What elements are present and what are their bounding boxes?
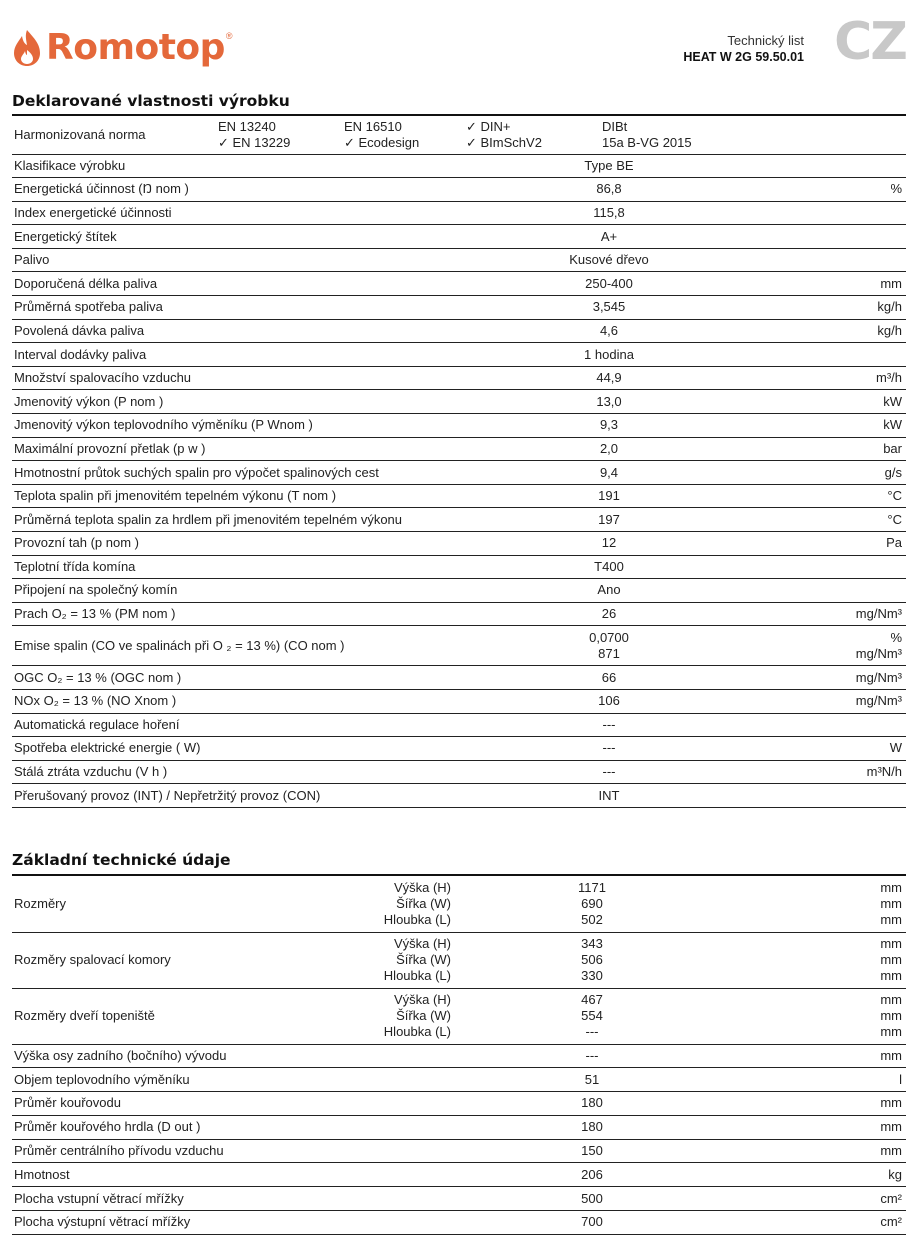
table-row — [12, 508, 906, 532]
property-label: Objem teplovodního výměníku — [12, 1068, 457, 1092]
table-row-group — [12, 932, 906, 988]
dimension-value: 343 — [581, 936, 603, 951]
property-label: Maximální provozní přetlak (p w ) — [12, 437, 462, 461]
country-code: CZ — [834, 12, 906, 72]
registered-mark: ® — [225, 31, 233, 41]
brand-name: Romotop — [46, 27, 225, 68]
property-unit — [756, 225, 906, 249]
property-value: 66 — [462, 666, 756, 690]
document-type-block — [683, 32, 804, 66]
property-label: Prach O₂ = 13 % (PM nom ) — [12, 602, 462, 626]
value-percent: 0,0700 — [589, 629, 629, 645]
section-title-declared: Deklarované vlastnosti výrobku — [12, 92, 290, 110]
property-label: Připojení na společný komín — [12, 579, 462, 603]
property-value: 9,4 — [462, 461, 756, 485]
dimension-label: Šířka (W) — [396, 895, 451, 911]
dimension-label: Šířka (W) — [396, 1008, 451, 1023]
group-label: Rozměry spalovací komory — [12, 932, 312, 988]
norm-list — [216, 116, 906, 154]
property-value: 13,0 — [462, 390, 756, 414]
table-row — [12, 201, 906, 225]
property-unit: °C — [756, 508, 906, 532]
property-value: 500 — [457, 1187, 727, 1211]
property-unit — [756, 784, 906, 808]
norm-item: EN 16510 — [344, 118, 402, 134]
property-unit: mm — [727, 1139, 906, 1163]
dimension-unit: mm — [880, 936, 902, 951]
norm-item: EN 13240 — [218, 118, 276, 134]
property-label: Energetický štítek — [12, 225, 462, 249]
table-row — [12, 248, 906, 272]
table-row — [12, 343, 906, 367]
table-row — [12, 689, 906, 713]
dimension-value: 330 — [581, 968, 603, 983]
dimension-label: Výška (H) — [393, 936, 451, 951]
property-unit: mm — [727, 1044, 906, 1068]
dimension-value: 467 — [581, 992, 603, 1007]
property-label: Palivo — [12, 248, 462, 272]
property-unit — [756, 154, 906, 178]
property-value — [462, 626, 756, 666]
group-label: Rozměry — [12, 876, 312, 932]
property-unit: l — [727, 1068, 906, 1092]
property-value: INT — [462, 784, 756, 808]
table-row — [12, 414, 906, 438]
property-value: 115,8 — [462, 201, 756, 225]
section-title-technical: Základní technické údaje — [12, 851, 231, 869]
property-unit — [756, 248, 906, 272]
table-row — [12, 1187, 906, 1211]
property-label: Klasifikace výrobku — [12, 154, 462, 178]
table-row — [12, 1211, 906, 1235]
property-value: T400 — [462, 555, 756, 579]
property-unit: g/s — [756, 461, 906, 485]
group-units — [727, 876, 906, 932]
group-values — [457, 932, 727, 988]
property-label: Průměr kouřovodu — [12, 1092, 457, 1116]
dimension-label: Výška (H) — [393, 879, 451, 895]
document-type: Technický list — [727, 33, 804, 48]
group-units — [727, 988, 906, 1044]
property-label: Průměrná teplota spalin za hrdlem při jmenovitém tepelném výkonu — [12, 508, 462, 532]
property-label: Index energetické účinnosti — [12, 201, 462, 225]
table-row — [12, 319, 906, 343]
group-values — [457, 988, 727, 1044]
table-row — [12, 390, 906, 414]
property-label: Plocha vstupní větrací mřížky — [12, 1187, 457, 1211]
dimension-unit: mm — [880, 992, 902, 1007]
group-units — [727, 932, 906, 988]
property-label: Emise spalin (CO ve spalinách při O ₂ = 13 %) (CO nom ) — [12, 626, 462, 666]
property-label: Povolená dávka paliva — [12, 319, 462, 343]
table-row — [12, 1068, 906, 1092]
flame-logo-icon — [12, 28, 42, 68]
property-label: Provozní tah (p nom ) — [12, 532, 462, 556]
table-row — [12, 272, 906, 296]
table-row — [12, 532, 906, 556]
norm-item: DIBt — [602, 118, 628, 134]
table-row-norm — [12, 116, 906, 154]
norm-item: ✓ EN 13229 — [218, 134, 291, 150]
property-value: 206 — [457, 1163, 727, 1187]
property-value: 12 — [462, 532, 756, 556]
property-value: 250-400 — [462, 272, 756, 296]
unit-mg: mg/Nm³ — [855, 645, 902, 661]
property-unit — [756, 579, 906, 603]
table-row — [12, 737, 906, 761]
dimension-unit: mm — [880, 895, 902, 911]
table-row — [12, 666, 906, 690]
table-row — [12, 225, 906, 249]
property-value: 191 — [462, 484, 756, 508]
declared-properties-table — [12, 116, 906, 808]
group-sublabels — [312, 988, 457, 1044]
product-model: HEAT W 2G 59.50.01 — [683, 50, 804, 64]
dimension-value: 506 — [581, 952, 603, 967]
table-row — [12, 484, 906, 508]
property-value: 180 — [457, 1115, 727, 1139]
dimension-label: Hloubka (L) — [383, 911, 451, 927]
table-row — [12, 437, 906, 461]
property-label: Průměr centrálního přívodu vzduchu — [12, 1139, 457, 1163]
value-mg: 871 — [598, 645, 620, 661]
property-value: 2,0 — [462, 437, 756, 461]
property-label: Spotřeba elektrické energie ( W) — [12, 737, 462, 761]
dimension-value: 502 — [581, 911, 603, 927]
property-value: 51 — [457, 1068, 727, 1092]
norm-item: 15a B-VG 2015 — [602, 134, 692, 150]
norm-item: ✓ BImSchV2 — [466, 134, 542, 150]
page-header — [0, 0, 922, 80]
property-value: Kusové dřevo — [462, 248, 756, 272]
property-value: 44,9 — [462, 366, 756, 390]
property-unit: mm — [727, 1115, 906, 1139]
group-sublabels — [312, 876, 457, 932]
table-row-emission — [12, 626, 906, 666]
property-unit — [756, 713, 906, 737]
dimension-value: --- — [585, 1024, 599, 1039]
norm-label: Harmonizovaná norma — [12, 116, 216, 154]
property-value: 9,3 — [462, 414, 756, 438]
table-row — [12, 1044, 906, 1068]
group-values — [457, 876, 727, 932]
property-label: OGC O₂ = 13 % (OGC nom ) — [12, 666, 462, 690]
property-value: 86,8 — [462, 178, 756, 202]
dimension-unit: mm — [880, 879, 902, 895]
property-label: Plocha výstupní větrací mřížky — [12, 1211, 457, 1235]
property-unit: cm² — [727, 1187, 906, 1211]
table-row — [12, 366, 906, 390]
property-unit: % — [756, 178, 906, 202]
dimension-value: 690 — [581, 895, 603, 911]
property-label: Průměr kouřového hrdla (D out ) — [12, 1115, 457, 1139]
property-value: 1 hodina — [462, 343, 756, 367]
dimension-label: Hloubka (L) — [383, 968, 451, 983]
property-label: Doporučená délka paliva — [12, 272, 462, 296]
property-label: NOx O₂ = 13 % (NO Xnom ) — [12, 689, 462, 713]
property-unit: kg/h — [756, 296, 906, 320]
property-unit: mg/Nm³ — [756, 666, 906, 690]
table-row — [12, 602, 906, 626]
property-value: 3,545 — [462, 296, 756, 320]
table-row-group — [12, 988, 906, 1044]
property-value: 26 — [462, 602, 756, 626]
brand-logo — [12, 28, 233, 68]
dimension-label: Hloubka (L) — [383, 1024, 451, 1039]
property-value: --- — [457, 1044, 727, 1068]
table-row — [12, 461, 906, 485]
property-label: Teplotní třída komína — [12, 555, 462, 579]
dimension-label: Výška (H) — [393, 992, 451, 1007]
property-label: Jmenovitý výkon teplovodního výměníku (P Wnom ) — [12, 414, 462, 438]
property-label: Stálá ztráta vzduchu (V h ) — [12, 760, 462, 784]
property-unit: Pa — [756, 532, 906, 556]
property-value: Ano — [462, 579, 756, 603]
property-unit: kg — [727, 1163, 906, 1187]
norm-item: ✓ DIN+ — [466, 118, 511, 134]
property-unit: m³N/h — [756, 760, 906, 784]
property-label: Hmotnostní průtok suchých spalin pro výpočet spalinových cest — [12, 461, 462, 485]
property-value: --- — [462, 737, 756, 761]
table-row — [12, 296, 906, 320]
technical-data-table — [12, 876, 906, 1235]
table-row — [12, 555, 906, 579]
dimension-unit: mm — [880, 952, 902, 967]
property-value: 150 — [457, 1139, 727, 1163]
property-label: Interval dodávky paliva — [12, 343, 462, 367]
property-label: Průměrná spotřeba paliva — [12, 296, 462, 320]
property-unit — [756, 555, 906, 579]
table-row — [12, 784, 906, 808]
property-unit: bar — [756, 437, 906, 461]
property-value: Type BE — [462, 154, 756, 178]
group-sublabels — [312, 932, 457, 988]
table-row — [12, 1115, 906, 1139]
table-row — [12, 1163, 906, 1187]
table-row — [12, 178, 906, 202]
dimension-label: Šířka (W) — [396, 952, 451, 967]
property-unit: °C — [756, 484, 906, 508]
dimension-unit: mm — [880, 968, 902, 983]
property-unit: mm — [756, 272, 906, 296]
property-unit — [756, 343, 906, 367]
property-value: --- — [462, 713, 756, 737]
property-unit: mm — [727, 1092, 906, 1116]
property-label: Hmotnost — [12, 1163, 457, 1187]
group-label: Rozměry dveří topeniště — [12, 988, 312, 1044]
property-label: Množství spalovacího vzduchu — [12, 366, 462, 390]
property-unit: kg/h — [756, 319, 906, 343]
property-unit: mg/Nm³ — [756, 602, 906, 626]
dimension-unit: mm — [880, 1008, 902, 1023]
property-label: Energetická účinnost (Ŋ nom ) — [12, 178, 462, 202]
dimension-unit: mm — [880, 911, 902, 927]
norm-item: ✓ Ecodesign — [344, 134, 420, 150]
table-row — [12, 1092, 906, 1116]
property-value: 700 — [457, 1211, 727, 1235]
property-unit: kW — [756, 390, 906, 414]
table-row — [12, 579, 906, 603]
property-value: 4,6 — [462, 319, 756, 343]
property-unit: cm² — [727, 1211, 906, 1235]
dimension-unit: mm — [880, 1024, 902, 1039]
property-unit — [756, 201, 906, 225]
property-unit: kW — [756, 414, 906, 438]
property-value: 197 — [462, 508, 756, 532]
table-row — [12, 760, 906, 784]
property-value: --- — [462, 760, 756, 784]
property-unit: m³/h — [756, 366, 906, 390]
property-unit — [756, 626, 906, 666]
dimension-value: 1171 — [578, 879, 606, 895]
table-row — [12, 154, 906, 178]
property-value: A+ — [462, 225, 756, 249]
table-row — [12, 1139, 906, 1163]
property-value: 180 — [457, 1092, 727, 1116]
unit-percent: % — [890, 629, 902, 645]
table-row-group — [12, 876, 906, 932]
table-row — [12, 713, 906, 737]
property-label: Přerušovaný provoz (INT) / Nepřetržitý provoz (CON) — [12, 784, 462, 808]
property-unit: mg/Nm³ — [756, 689, 906, 713]
property-label: Teplota spalin při jmenovitém tepelném výkonu (T nom ) — [12, 484, 462, 508]
property-value: 106 — [462, 689, 756, 713]
dimension-value: 554 — [581, 1008, 603, 1023]
property-unit: W — [756, 737, 906, 761]
property-label: Jmenovitý výkon (P nom ) — [12, 390, 462, 414]
property-label: Automatická regulace hoření — [12, 713, 462, 737]
property-label: Výška osy zadního (bočního) vývodu — [12, 1044, 457, 1068]
